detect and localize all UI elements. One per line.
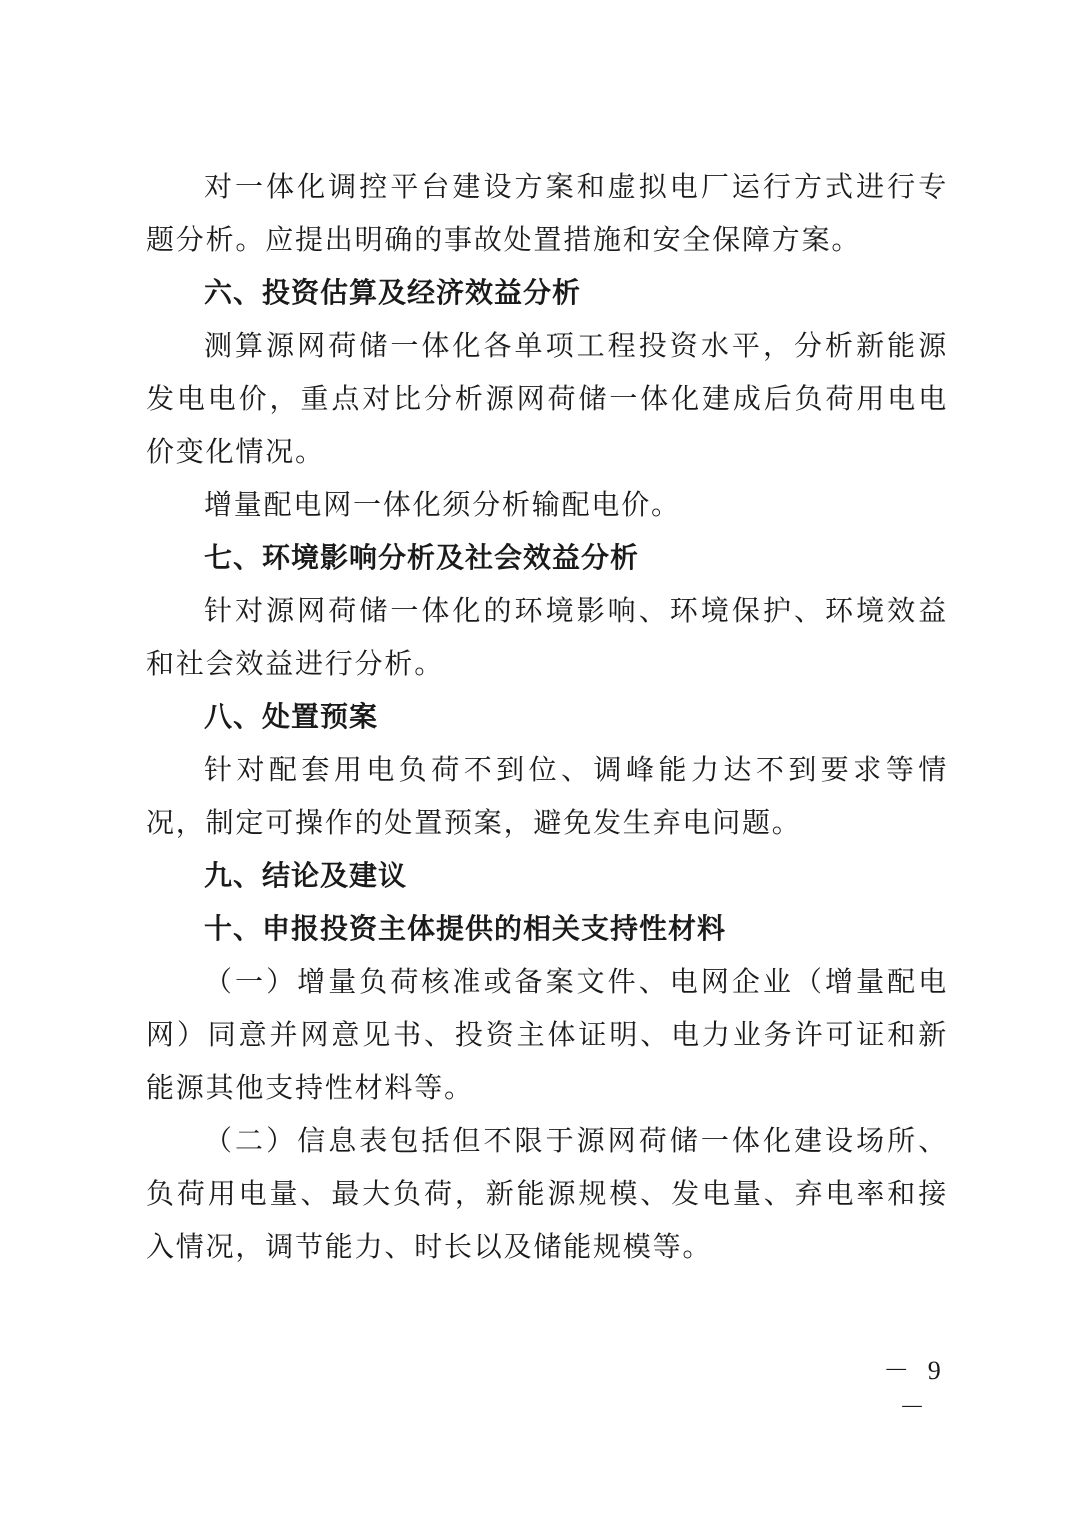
paragraph-distribution-price: 增量配电网一体化须分析输配电价。 <box>204 488 681 521</box>
heading-supporting-materials: 十、申报投资主体提供的相关支持性材料 <box>204 912 727 945</box>
document-body <box>146 160 948 1273</box>
paragraph-platform-analysis: 对一体化调控平台建设方案和虚拟电厂运行方式进行专题分析。应提出明确的事故处置措施和安全保障方案。 <box>146 170 948 256</box>
page-number: － 9 － <box>883 1356 947 1422</box>
heading-environment-impact: 七、环境影响分析及社会效益分析 <box>204 541 640 574</box>
paragraph-materials-item-1: （一）增量负荷核准或备案文件、电网企业（增量配电网）同意并网意见书、投资主体证明、电力业务许可证和新能源其他支持性材料等。 <box>146 965 948 1104</box>
paragraph-environment-analysis: 针对源网荷储一体化的环境影响、环境保护、环境效益和社会效益进行分析。 <box>146 594 948 680</box>
heading-contingency-plan: 八、处置预案 <box>204 700 379 733</box>
paragraph-investment-level: 测算源网荷储一体化各单项工程投资水平，分析新能源发电电价，重点对比分析源网荷储一体化建成后负荷用电电价变化情况。 <box>146 329 948 468</box>
paragraph-materials-item-2: （二）信息表包括但不限于源网荷储一体化建设场所、负荷用电量、最大负荷，新能源规模、发电量、弃电率和接入情况，调节能力、时长以及储能规模等。 <box>146 1124 948 1263</box>
heading-conclusions: 九、结论及建议 <box>204 859 408 892</box>
heading-investment-estimate: 六、投资估算及经济效益分析 <box>204 276 582 309</box>
paragraph-contingency-plan: 针对配套用电负荷不到位、调峰能力达不到要求等情况，制定可操作的处置预案，避免发生弃电问题。 <box>146 753 948 839</box>
